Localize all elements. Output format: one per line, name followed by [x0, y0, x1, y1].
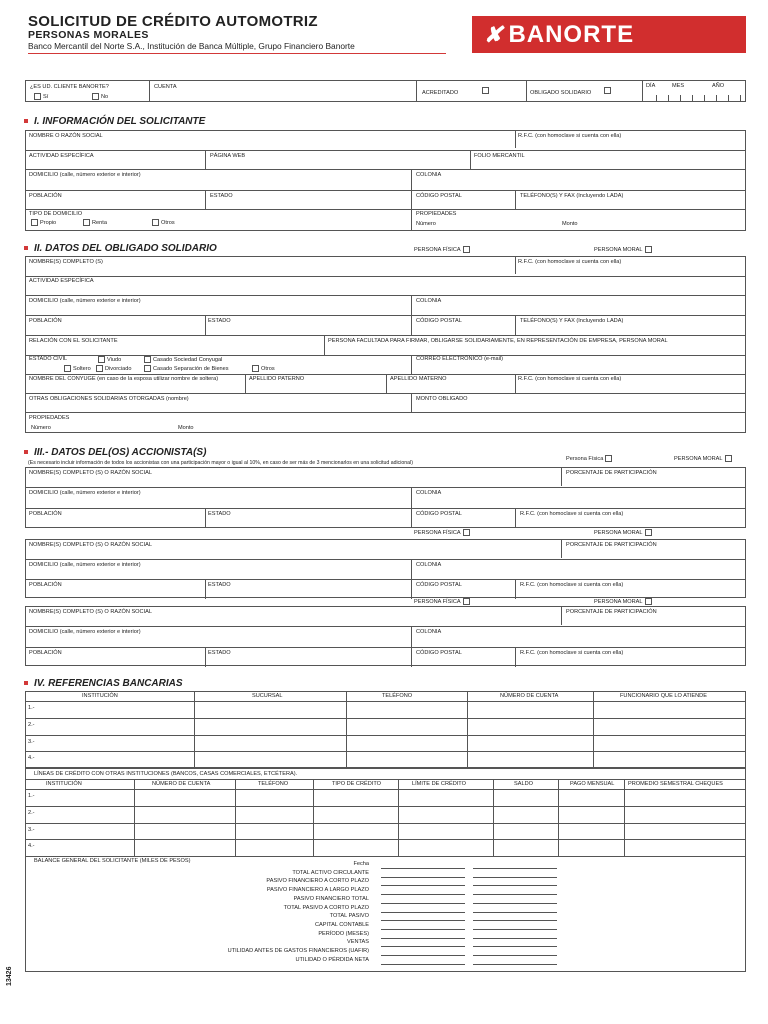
balance-item: PASIVO FINANCIERO TOTAL	[293, 895, 369, 902]
bank-name: Banco Mercantil del Norte S.A., Institución de Banca Múltiple, Grupo Financiero Banorte	[28, 41, 355, 51]
acc2-pf-option[interactable]: PERSONA FÍSICA	[414, 529, 472, 536]
tipo-domicilio-label: TIPO DE DOMICILIO	[29, 211, 83, 217]
acc2-colonia-label: COLONIA	[416, 562, 442, 568]
materno-label: APELLIDO MATERNO	[390, 376, 447, 382]
renta-option[interactable]: Renta	[81, 219, 107, 226]
balance-item: PERÍODO (MESES)	[318, 930, 369, 937]
acc1-porc-label: PORCENTAJE DE PARTICIPACIÓN	[566, 470, 657, 476]
balance-item: Fecha	[353, 861, 369, 867]
acc3-cp-label: CÓDIGO POSTAL	[416, 650, 462, 656]
cuenta-label: CUENTA	[154, 84, 177, 90]
telefono-label: TELÉFONO(S) Y FAX (Incluyendo LADA)	[520, 193, 624, 199]
balance-field[interactable]	[381, 903, 465, 904]
acc3-rfc-label: R.F.C. (con homoclave si cuenta con ella)	[520, 650, 624, 656]
acc2-nombre-label: NOMBRE(S) COMPLETO (S) O RAZÓN SOCIAL	[29, 542, 152, 548]
balance-field[interactable]	[381, 964, 465, 965]
s3-pf-option[interactable]: Persona Física	[566, 455, 614, 462]
s3-note: (Es necesario incluir información de todos los accionistas con una participación mayor o igual al 10%, en caso de ser más de 3 mencionarlos en una solicitud adicional)	[28, 460, 413, 466]
balance-field[interactable]	[473, 955, 557, 956]
client-box	[25, 80, 746, 102]
cl-col-tipo: TIPO DE CRÉDITO	[332, 781, 382, 787]
balance-item: TOTAL ACTIVO CIRCULANTE	[292, 869, 369, 876]
folio-label: FOLIO MERCANTIL	[474, 153, 525, 159]
s2-nombres-label: NOMBRE(S) COMPLETO (S)	[29, 259, 103, 265]
acc2-porc-label: PORCENTAJE DE PARTICIPACIÓN	[566, 542, 657, 548]
cl-col-promedio: PROMEDIO SEMESTRAL CHEQUES	[628, 781, 723, 787]
nombre-label: NOMBRE O RAZÓN SOCIAL	[29, 133, 103, 139]
banorte-logo	[472, 16, 746, 53]
divorciado-option[interactable]: Divorciado	[94, 365, 131, 372]
accionista-2-box	[25, 539, 746, 598]
acc3-colonia-label: COLONIA	[416, 629, 442, 635]
cl-row-1: 1.-	[28, 793, 35, 799]
cl-col-institucion: INSTITUCIÓN	[46, 781, 82, 787]
accionista-3-box	[25, 606, 746, 666]
s2-rfc2-label: R.F.C. (con homoclave si cuenta con ella)	[518, 376, 622, 382]
acc1-estado-label: ESTADO	[208, 511, 231, 517]
balance-field[interactable]	[473, 885, 557, 886]
acc3-nombre-label: NOMBRE(S) COMPLETO (S) O RAZÓN SOCIAL	[29, 609, 152, 615]
balance-field[interactable]	[381, 955, 465, 956]
acc1-rfc-label: R.F.C. (con homoclave si cuenta con ella)	[520, 511, 624, 517]
balance-field[interactable]	[381, 868, 465, 869]
s2-estado-label: ESTADO	[208, 318, 231, 324]
ref-col-sucursal: SUCURSAL	[252, 693, 283, 699]
conyugal-option[interactable]: Casado Sociedad Conyugal	[142, 356, 222, 363]
acc1-cp-label: CÓDIGO POSTAL	[416, 511, 462, 517]
s2-cp-label: CÓDIGO POSTAL	[416, 318, 462, 324]
acc2-cp-label: CÓDIGO POSTAL	[416, 582, 462, 588]
balance-field[interactable]	[473, 946, 557, 947]
form-code: 13426	[6, 966, 13, 986]
balance-field[interactable]	[473, 929, 557, 930]
s2-domicilio-label: DOMICILIO (calle, número exterior e interior)	[29, 298, 141, 304]
acc3-pm-option[interactable]: PERSONA MORAL	[594, 598, 654, 605]
lineas-label: LÍNEAS DE CRÉDITO CON OTRAS INSTITUCIONES (BANCOS, CASAS COMERCIALES, ETCÉTERA).	[34, 771, 298, 777]
accionista-1-box	[25, 467, 746, 528]
balance-field[interactable]	[381, 929, 465, 930]
acreditado-checkbox[interactable]	[480, 87, 491, 94]
balance-item: TOTAL PASIVO A CORTO PLAZO	[283, 904, 369, 911]
actividad-label: ACTIVIDAD ESPECÍFICA	[29, 153, 94, 159]
balance-field[interactable]	[381, 946, 465, 947]
cl-col-limite: LÍMITE DE CRÉDITO	[412, 781, 466, 787]
cl-col-pago: PAGO MENSUAL	[570, 781, 615, 787]
s2-facultada-label: PERSONA FACULTADA PARA FIRMAR, OBLIGARSE SOLIDARIAMENTE, EN REPRESENTACIÓN DE EMPRESA, PERSONA MORAL	[328, 338, 668, 344]
section-3-title: III.- DATOS DEL(OS) ACCIONISTA(S)	[24, 447, 206, 458]
obligado-label: OBLIGADO SOLIDARIO	[530, 90, 592, 96]
balance-field[interactable]	[473, 912, 557, 913]
rfc-label: R.F.C. (con homoclave si cuenta con ella)	[518, 133, 622, 139]
section-4-title: IV. REFERENCIAS BANCARIAS	[24, 678, 183, 689]
acc2-poblacion-label: POBLACIÓN	[29, 582, 62, 588]
acc1-colonia-label: COLONIA	[416, 490, 442, 496]
balance-item: PASIVO FINANCIERO A CORTO PLAZO	[266, 878, 369, 885]
bank-references-table	[25, 691, 746, 768]
otros-option[interactable]: Otros	[150, 219, 175, 226]
balance-field[interactable]	[473, 938, 557, 939]
s2-civil-label: ESTADO CIVIL	[29, 356, 68, 362]
anio-label: AÑO	[712, 83, 725, 89]
acc3-domicilio-label: DOMICILIO (calle, número exterior e interior)	[29, 629, 141, 635]
credit-lines-box	[25, 768, 746, 972]
ref-col-cuenta: NÚMERO DE CUENTA	[500, 693, 559, 699]
cl-col-cuenta: NÚMERO DE CUENTA	[152, 781, 211, 787]
estado-label: ESTADO	[210, 193, 233, 199]
paterno-label: APELLIDO PATERNO	[249, 376, 305, 382]
poblacion-label: POBLACIÓN	[29, 193, 62, 199]
logo-text: BANORTE	[508, 20, 635, 48]
balance-field[interactable]	[473, 877, 557, 878]
balance-field[interactable]	[381, 885, 465, 886]
client-question: ¿ES UD. CLIENTE BANORTE?	[30, 84, 109, 90]
si-checkbox[interactable]	[34, 93, 41, 100]
propiedades-label: PROPIEDADES	[416, 211, 457, 217]
balance-item: PASIVO FINANCIERO A LARGO PLAZO	[266, 887, 369, 894]
correo-label: CORREO ELECTRÓNICO (e-mail)	[416, 356, 504, 362]
section-1-box	[25, 130, 746, 231]
acc3-pf-option[interactable]: PERSONA FÍSICA	[414, 598, 472, 605]
balance-field[interactable]	[473, 903, 557, 904]
cl-row-3: 3.-	[28, 827, 35, 833]
s2-poblacion-label: POBLACIÓN	[29, 318, 62, 324]
balance-field[interactable]	[473, 964, 557, 965]
s2-propiedades-label: PROPIEDADES	[29, 415, 70, 421]
s2-monto-label: Monto	[178, 425, 194, 431]
balance-label: BALANCE GENERAL DEL SOLICITANTE (MILES DE PESOS)	[34, 858, 191, 864]
cl-row-4: 4.-	[28, 843, 35, 849]
ref-row-2: 2.-	[28, 722, 35, 728]
section-2-box	[25, 256, 746, 433]
acc2-rfc-label: R.F.C. (con homoclave si cuenta con ella)	[520, 582, 624, 588]
balance-item: VENTAS	[347, 939, 369, 946]
s2-colonia-label: COLONIA	[416, 298, 442, 304]
s2-actividad-label: ACTIVIDAD ESPECÍFICA	[29, 278, 94, 284]
ref-col-funcionario: FUNCIONARIO QUE LO ATIENDE	[620, 693, 707, 699]
viudo-option[interactable]: Viudo	[96, 356, 121, 363]
balance-field[interactable]	[381, 894, 465, 895]
s2-pf-option[interactable]: PERSONA FÍSICA	[414, 246, 472, 253]
separacion-option[interactable]: Casado Separación de Bienes	[142, 365, 229, 372]
acc1-domicilio-label: DOMICILIO (calle, número exterior e interior)	[29, 490, 141, 496]
balance-field[interactable]	[381, 877, 465, 878]
no-label: No	[101, 93, 109, 100]
balance-field[interactable]	[473, 894, 557, 895]
ref-col-telefono: TELÉFONO	[382, 693, 413, 699]
propio-option[interactable]: Propio	[29, 219, 56, 226]
acc1-nombre-label: NOMBRE(S) COMPLETO (S) O RAZÓN SOCIAL	[29, 470, 152, 476]
s3-pm-option[interactable]: PERSONA MORAL	[674, 455, 734, 462]
acreditado-label: ACREDITADO	[422, 90, 459, 96]
cp-label: CÓDIGO POSTAL	[416, 193, 462, 199]
balance-item: CAPITAL CONTABLE	[315, 921, 369, 928]
dia-label: DÍA	[646, 83, 656, 89]
balance-field[interactable]	[381, 938, 465, 939]
banorte-logo-icon: ✘	[484, 21, 503, 47]
acc3-estado-label: ESTADO	[208, 650, 231, 656]
balance-field[interactable]	[473, 868, 557, 869]
acc2-estado-label: ESTADO	[208, 582, 231, 588]
balance-field[interactable]	[381, 920, 465, 921]
s2-rfc-label: R.F.C. (con homoclave si cuenta con ella)	[518, 259, 622, 265]
form-title: SOLICITUD DE CRÉDITO AUTOMOTRIZ	[28, 13, 318, 30]
s2-numero-label: Número	[31, 425, 51, 431]
section-1-title: I. INFORMACIÓN DEL SOLICITANTE	[24, 116, 205, 127]
domicilio-label: DOMICILIO (calle, número exterior e interior)	[29, 172, 141, 178]
acc1-poblacion-label: POBLACIÓN	[29, 511, 62, 517]
no-option[interactable]	[90, 93, 108, 100]
s2-pm-option[interactable]: PERSONA MORAL	[594, 246, 654, 253]
monto-obligado-label: MONTO OBLIGADO	[416, 396, 468, 402]
mes-label: MES	[672, 83, 685, 89]
acc3-poblacion-label: POBLACIÓN	[29, 650, 62, 656]
section-2-title: II. DATOS DEL OBLIGADO SOLIDARIO	[24, 243, 217, 254]
soltero-option[interactable]: Soltero	[62, 365, 91, 372]
no-checkbox[interactable]	[92, 93, 99, 100]
s2-telefono-label: TELÉFONO(S) Y FAX (Incluyendo LADA)	[520, 318, 624, 324]
obligado-checkbox[interactable]	[602, 87, 613, 94]
otras-obligaciones-label: OTRAS OBLIGACIONES SOLIDARIAS OTORGADAS (nombre)	[29, 396, 189, 402]
s2-relacion-label: RELACIÓN CON EL SOLICITANTE	[29, 338, 118, 344]
numero-label: Número	[416, 221, 436, 227]
conyuge-label: NOMBRE DEL CONYUGE (en caso de la esposa utilizar nombre de soltera)	[29, 376, 219, 382]
colonia-label: COLONIA	[416, 172, 442, 178]
ref-row-3: 3.-	[28, 739, 35, 745]
si-label: Sí	[43, 93, 49, 100]
ref-col-institucion: INSTITUCIÓN	[82, 693, 118, 699]
balance-item: UTILIDAD O PÉRDIDA NETA	[295, 956, 369, 963]
acc2-domicilio-label: DOMICILIO (calle, número exterior e interior)	[29, 562, 141, 568]
cl-col-saldo: SALDO	[514, 781, 533, 787]
balance-item: UTILIDAD ANTES DE GASTOS FINANCIEROS (UAFIR)	[227, 948, 369, 954]
monto-label: Monto	[562, 221, 578, 227]
cl-row-2: 2.-	[28, 810, 35, 816]
form-subtitle: PERSONAS MORALES	[28, 29, 149, 41]
acc3-porc-label: PORCENTAJE DE PARTICIPACIÓN	[566, 609, 657, 615]
balance-item: TOTAL PASIVO	[329, 913, 369, 920]
s2-otros-option[interactable]: Otros	[250, 365, 275, 372]
ref-row-4: 4.-	[28, 755, 35, 761]
balance-field[interactable]	[473, 920, 557, 921]
ref-row-1: 1.-	[28, 705, 35, 711]
pagina-label: PÁGINA WEB	[210, 153, 246, 159]
balance-field[interactable]	[381, 912, 465, 913]
title-divider	[28, 53, 446, 54]
cl-col-telefono: TELÉFONO	[258, 781, 289, 787]
acc2-pm-option[interactable]: PERSONA MORAL	[594, 529, 654, 536]
si-option[interactable]	[32, 93, 48, 100]
